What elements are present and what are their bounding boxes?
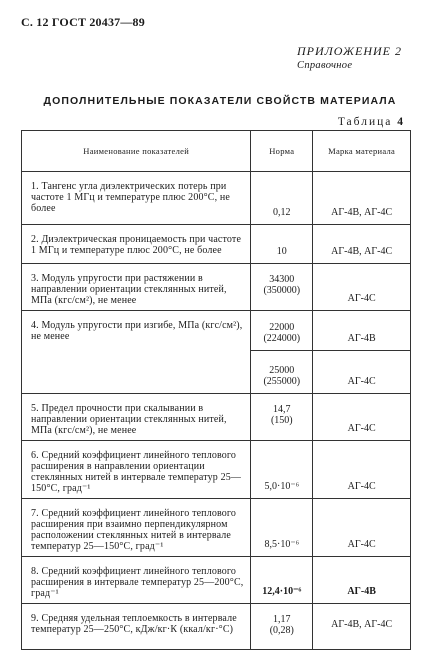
row-parameter: 5. Предел прочности при скалывании в направлении ориентации стеклянных нитей, МПа (кгс/см²), не менее [22,394,251,441]
row-grade: АГ-4В, АГ-4С [313,225,411,264]
norm-value: 34300 [269,274,295,285]
row-parameter: 6. Средний коэффициент линейного теплового расширения в направлении ориентации стеклянных нитей в интервале температур 25—150°С, град⁻¹ [22,441,251,499]
norm-value: 10 [276,246,287,257]
page-header: С. 12 ГОСТ 20437—89 [21,15,145,29]
table-row [22,557,411,604]
norm-alt-value: (0,28) [269,624,294,636]
norm-value: 12,4·10⁻⁶ [262,586,302,597]
row-grade: АГ-4С [313,351,411,394]
row-grade: АГ-4С [313,499,411,557]
row-parameter: 7. Средний коэффициент линейного теплового расширения при взаимно перпендикулярном расположении стеклянных нитей в интервале температур 25—150°С, град⁻¹ [22,499,251,557]
section-title: ДОПОЛНИТЕЛЬНЫЕ ПОКАЗАТЕЛИ СВОЙСТВ МАТЕРИАЛА [43,95,397,107]
row-grade: АГ-4С [313,441,411,499]
table-row [22,441,411,499]
row-grade: АГ-4С [313,264,411,311]
norm-value: 8,5·10⁻⁶ [264,539,300,550]
row-grade: АГ-4В [313,311,411,351]
norm-value: 5,0·10⁻⁶ [264,481,300,492]
row-parameter: 4. Модуль упругости при изгибе, МПа (кгс/см²), не менее [22,311,251,394]
row-parameter: 1. Тангенс угла диэлектрических потерь при частоте 1 МГц и температуре плюс 200°С, не более [22,172,251,225]
table-row [22,264,411,311]
table-row [22,225,411,264]
row-norm [251,557,313,604]
properties-table [21,130,411,650]
table-row [22,499,411,557]
row-norm [251,351,313,394]
row-norm [251,225,313,264]
table-label [338,116,403,128]
row-parameter: 9. Средняя удельная теплоемкость в интервале температур 25—250°С, кДж/кг·К (ккал/кг·°С) [22,604,251,650]
row-grade: АГ-4В, АГ-4С [313,172,411,225]
norm-value: 1,17 [273,613,291,625]
norm-value: 0,12 [273,207,291,218]
appendix-title: ПРИЛОЖЕНИЕ 2 [297,44,402,58]
norm-alt-value: (350000) [263,285,301,296]
row-parameter: 2. Диэлектрическая проницаемость при частоте 1 МГц и температуре плюс 200°С, не более [22,225,251,264]
row-norm [251,441,313,499]
row-parameter: 3. Модуль упругости при растяжении в направлении ориентации стеклянных нитей, МПа (кгс/см²), не менее [22,264,251,311]
row-grade: АГ-4В [313,557,411,604]
table-label-number: 4 [397,116,403,128]
row-norm [251,394,313,441]
row-norm [251,499,313,557]
norm-value: 25000 [269,365,295,376]
row-grade: АГ-4С [313,394,411,441]
appendix-subtitle: Справочное [297,60,353,71]
norm-alt-value: (150) [270,415,293,426]
header-norm: Норма [251,131,313,172]
table-row [22,394,411,441]
row-grade: АГ-4В, АГ-4С [313,604,411,650]
row-norm [251,172,313,225]
table-row [22,604,411,650]
norm-alt-value: (224000) [263,333,301,344]
appendix-block [297,44,402,71]
row-norm [251,264,313,311]
header-parameter: Наименование показателей [22,131,251,172]
table-header-row [22,131,411,172]
norm-value: 22000 [269,322,295,333]
header-grade: Марка материала [313,131,411,172]
table-row [22,172,411,225]
row-norm [251,311,313,351]
table-row [22,311,411,351]
row-norm [251,604,313,650]
table-label-word: Таблица [337,116,393,128]
norm-alt-value: (255000) [263,376,301,387]
norm-value: 14,7 [273,404,291,415]
row-parameter: 8. Средний коэффициент линейного теплового расширения в интервале температур 25—200°С, град⁻¹ [22,557,251,604]
